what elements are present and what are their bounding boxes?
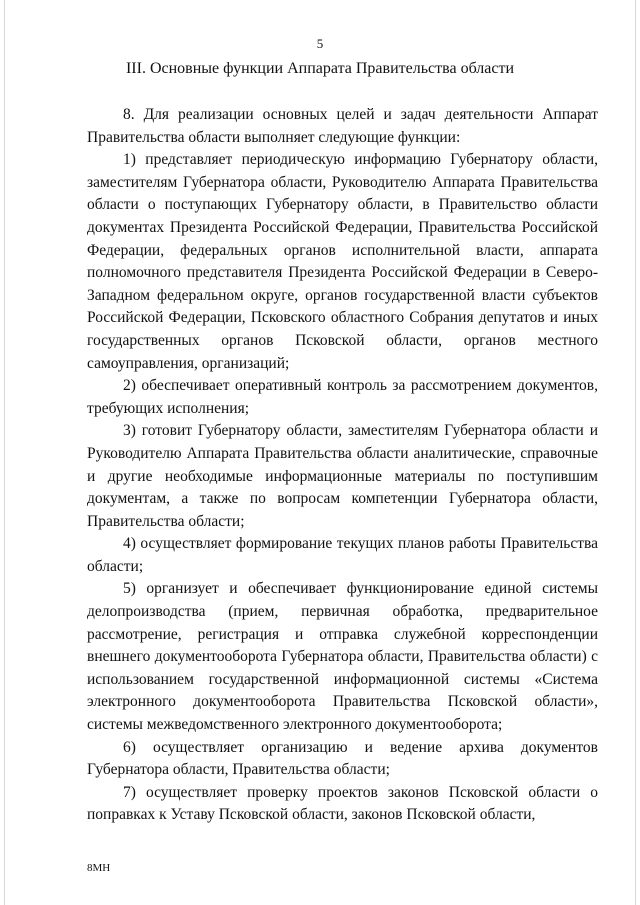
right-scan-edge (635, 0, 636, 905)
paragraph-function-4: 4) осуществляет формирование текущих планов работы Правительства области; (87, 535, 598, 575)
section-title: III. Основные функции Аппарата Правительства области (125, 60, 515, 77)
paragraph-function-3: 3) готовит Губернатору области, заместителям Губернатора области и Руководителю Аппарата Правительства области аналитические, справочные и другие необходимые информационные материалы по поступившим документам, а также по вопросам компетенции Губернатора области, Правительства области; (87, 422, 598, 530)
page-number: 5 (316, 36, 324, 51)
paragraph-function-2: 2) обеспечивает оперативный контроль за рассмотрением документов, требующих исполнения; (87, 377, 598, 417)
left-scan-edge (4, 0, 5, 905)
document-body (87, 104, 598, 827)
footer-code: 8МН (87, 862, 111, 874)
paragraph-function-5: 5) организует и обеспечивает функционирование единой системы делопроизводства (прием, первичная обработка, предварительное рассмотрение, регистрация и отправка служебной корреспонденции внешнего документооборота Губернатора области, Правительства области) с использованием государственной информационной системы «Система электронного документооборота Правительства Псковской области», системы межведомственного электронного документооборота; (87, 580, 598, 734)
paragraph-function-7: 7) осуществляет проверку проектов законов Псковской области о поправках к Уставу Псковской области, законов Псковской области, (87, 783, 598, 824)
paragraph-function-1: 1) представляет периодическую информацию Губернатору области, заместителям Губернатора области, Руководителю Аппарата Правительства области о поступающих Губернатору области, в Правительство области документах Президента Российской Федерации, Правительства Российской Федерации, федеральных органов исполнительной власти, аппарата полномочного представителя Президента Российской Федерации в Северо-Западном федеральном округе, органов государственной власти субъектов Российской Федерации, Псковского областного Собрания депутатов и иных государственных органов Псковской области, органов местного самоуправления, организаций; (87, 151, 598, 372)
paragraph-8-intro: 8. Для реализации основных целей и задач деятельности Аппарат Правительства области выполняет следующие функции: (87, 106, 598, 146)
paragraph-function-6: 6) осуществляет организацию и ведение архива документов Губернатора области, Правительства области; (87, 738, 598, 779)
